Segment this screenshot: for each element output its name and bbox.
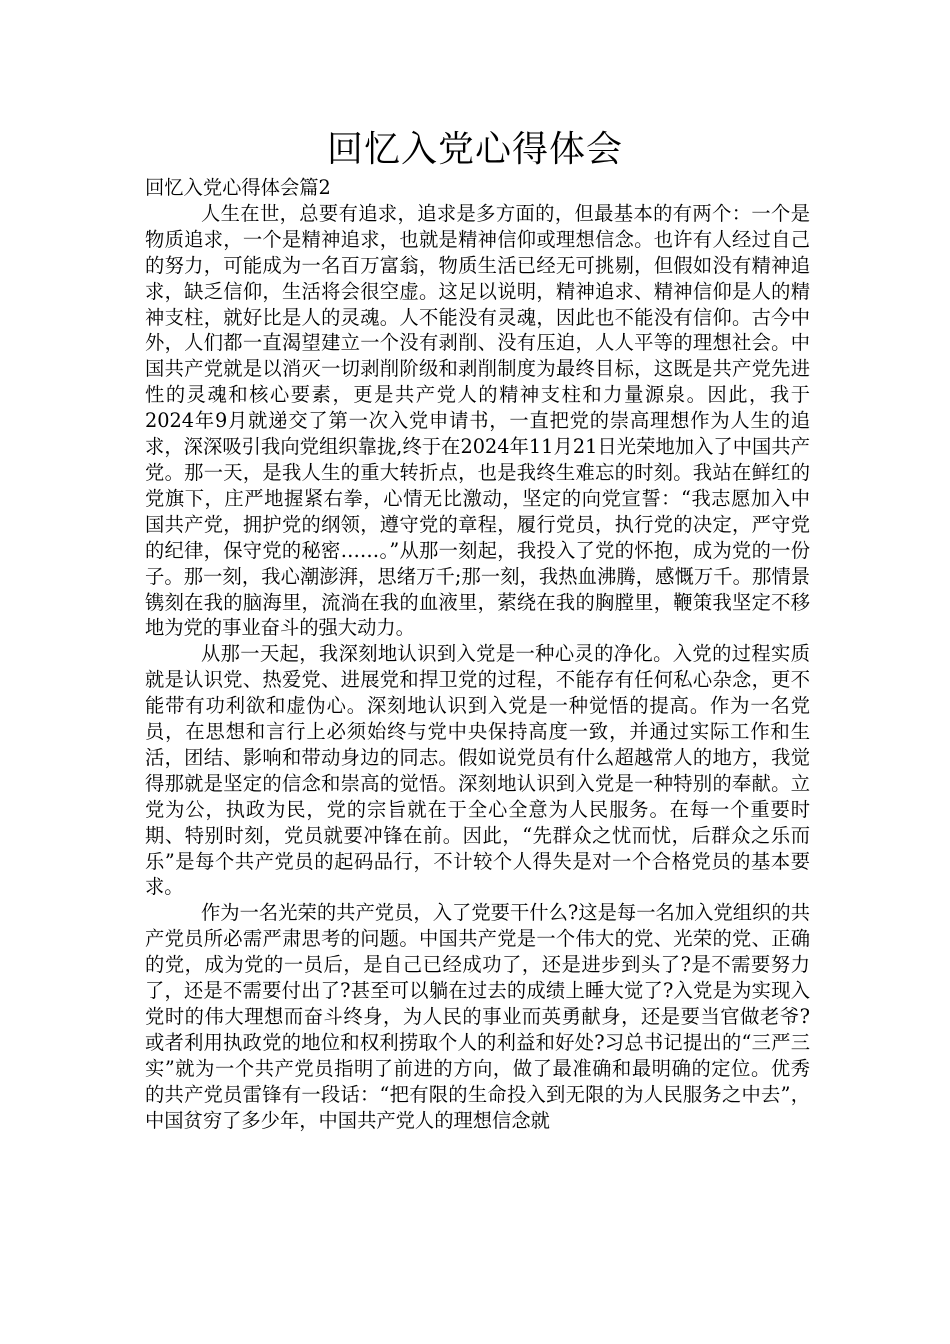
paragraph-1: 人生在世，总要有追求，追求是多方面的，但最基本的有两个：一个是物质追求，一个是精神追求，也就是精神信仰或理想信念。也许有人经过自己的努力，可能成为一名百万富翁，物质生活已经无可挑剔，但假如没有精神追求，缺乏信仰，生活将会很空虚。这足以说明，精神追求、精神信仰是人的精神支柱，就好比是人的灵魂。人不能没有灵魂，因此也不能没有信仰。古今中外，人们都一直渴望建立一个没有剥削、没有压迫，人人平等的理想社会。中国共产党就是以消灭一切剥削阶级和剥削制度为最终目标，这既是共产党先进性的灵魂和核心要素，更是共产党人的精神支柱和力量源泉。因此，我于2024年9月就递交了第一次入党申请书，一直把党的崇高理想作为人生的追求，深深吸引我向党组织靠拢,终于在2024年11月21日光荣地加入了中国共产党。那一天，是我人生的重大转折点，也是我终生难忘的时刻。我站在鲜红的党旗下，庄严地握紧右拳，心情无比激动，坚定的向党宣誓：“我志愿加入中国共产党，拥护党的纲领，遵守党的章程，履行党员，执行党的决定，严守党的纪律，保守党的秘密……。”从那一刻起，我投入了党的怀抱，成为党的一份子。那一刻，我心潮澎湃，思绪万千;那一刻，我热血沸腾，感慨万千。那情景镌刻在我的脑海里，流淌在我的血液里，萦绕在我的胸膛里，鞭策我坚定不移地为党的事业奋斗的强大动力。: [145, 201, 810, 640]
paragraph-3: 作为一名光荣的共产党员，入了党要干什么?这是每一名加入党组织的共产党员所必需严肃思考的问题。中国共产党是一个伟大的党、光荣的党、正确的党，成为党的一员后，是自己已经成功了，还是进步到头了?是不需要努力了，还是不需要付出了?甚至可以躺在过去的成绩上睡大觉了?入党是为实现入党时的伟大理想而奋斗终身，为人民的事业而英勇献身，还是要当官做老爷?或者利用执政党的地位和权利捞取个人的利益和好处?习总书记提出的“三严三实”就为一个共产党员指明了前进的方向，做了最准确和最明确的定位。优秀的共产党员雷锋有一段话：“把有限的生命投入到无限的为人民服务之中去”，中国贫穷了多少年，中国共产党人的理想信念就: [145, 901, 810, 1132]
document-subtitle: 回忆入党心得体会篇2: [145, 176, 331, 199]
document-title: 回忆入党心得体会: [326, 129, 623, 170]
paragraph-2: 从那一天起，我深刻地认识到入党是一种心灵的净化。入党的过程实质就是认识党、热爱党、进展党和捍卫党的过程，不能存有任何私心杂念，更不能带有功利欲和虚伪心。深刻地认识到入党是一种觉悟的提高。作为一名党员，在思想和言行上必须始终与党中央保持高度一致，并通过实际工作和生活，团结、影响和带动身边的同志。假如说党员有什么超越常人的地方，我觉得那就是坚定的信念和崇高的觉悟。深刻地认识到入党是一种特别的奉献。立党为公，执政为民，党的宗旨就在于全心全意为人民服务。在每一个重要时期、特别时刻，党员就要冲锋在前。因此，“先群众之忧而忧，后群众之乐而乐”是每个共产党员的起码品行，不计较个人得失是对一个合格党员的基本要求。: [145, 642, 810, 899]
document-body: [145, 175, 810, 1134]
